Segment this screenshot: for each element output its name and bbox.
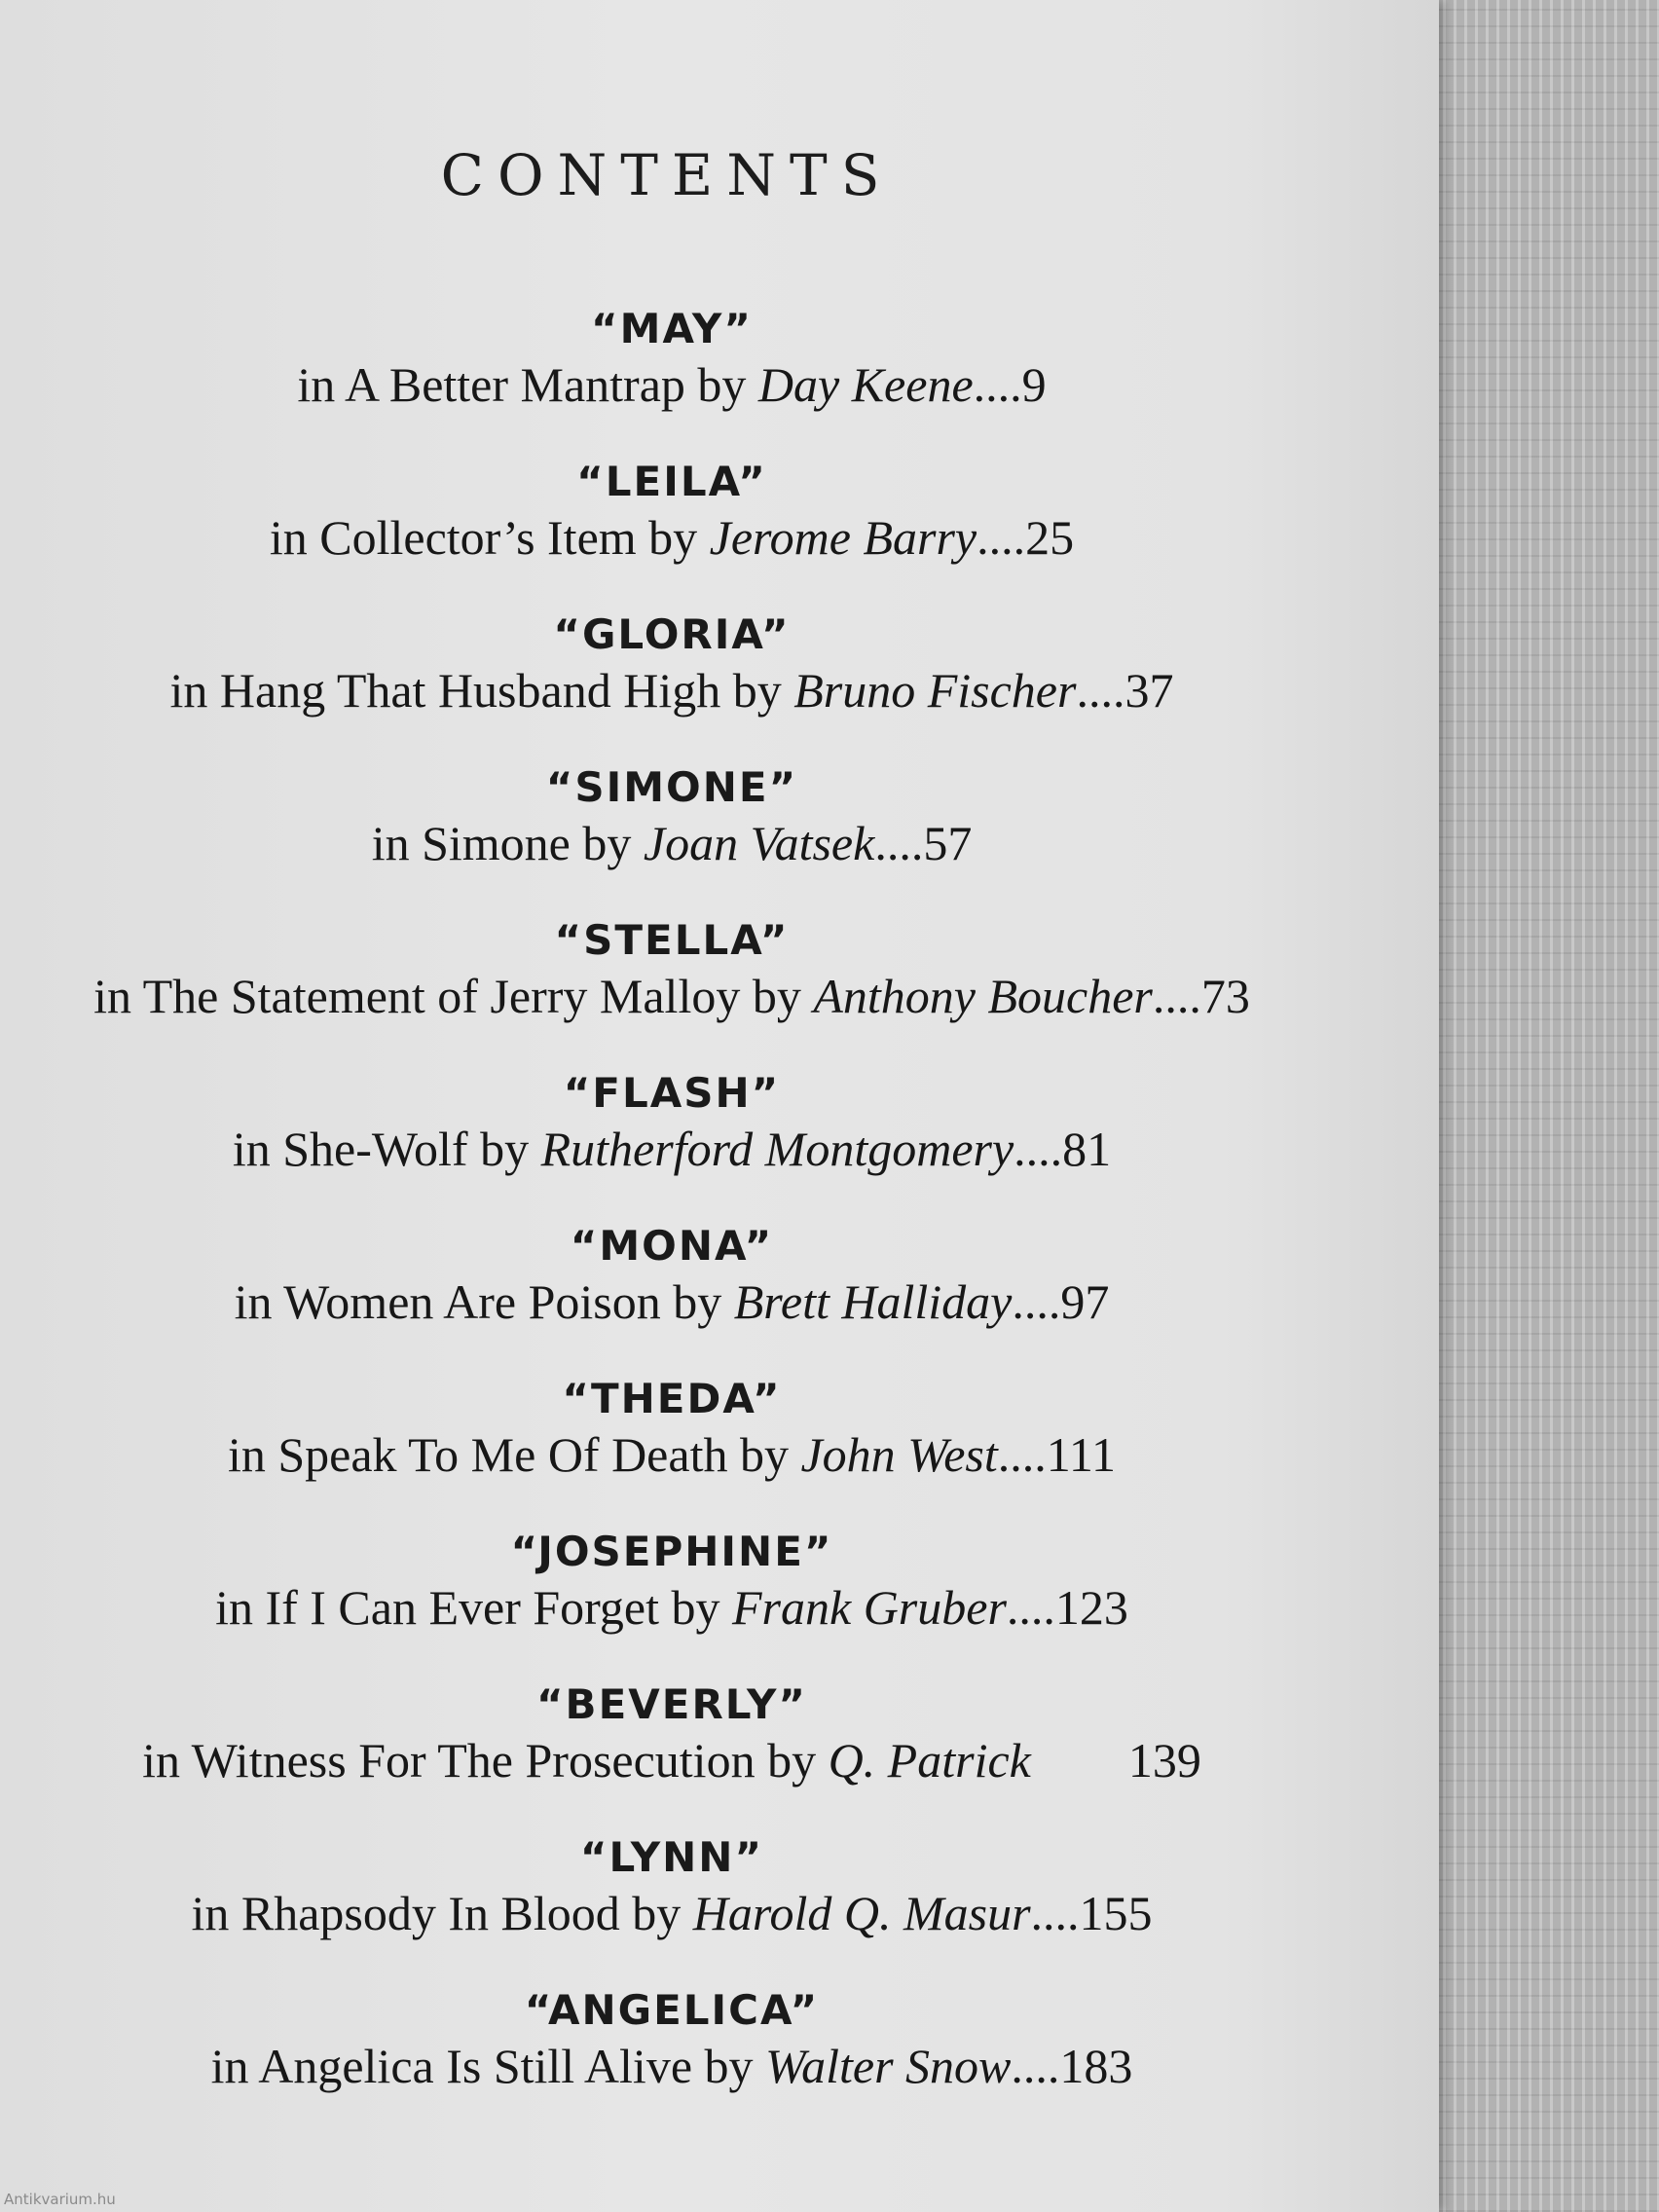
toc-entry (0, 1221, 1344, 1374)
page-number: 155 (1079, 1886, 1153, 1940)
page-number: 73 (1200, 969, 1250, 1023)
author-name: Anthony Boucher (813, 969, 1153, 1023)
heroine-name: “FLASH” (563, 1069, 781, 1117)
story-title: in She-Wolf by (232, 1122, 541, 1176)
story-title: in A Better Mantrap by (297, 357, 758, 412)
author-name: Day Keene (757, 357, 974, 412)
heroine-name: “GLORIA” (553, 610, 791, 658)
heroine-name: “ANGELICA” (524, 1986, 820, 2034)
leader-dots: .... (977, 510, 1026, 565)
leader-dots: .... (997, 1427, 1047, 1482)
toc-entry (0, 609, 1344, 762)
page-number: 37 (1124, 663, 1174, 718)
heroine-name: “JOSEPHINE” (510, 1528, 833, 1575)
toc-entry (0, 1527, 1344, 1679)
story-title: in Simone by (371, 816, 644, 870)
story-title: in If I Can Ever Forget by (215, 1580, 732, 1635)
author-name: Rutherford Montgomery (540, 1122, 1014, 1176)
heroine-name: “MONA” (570, 1222, 774, 1270)
author-name: Jerome Barry (709, 510, 977, 565)
story-line (0, 966, 1344, 1026)
page-title: CONTENTS (440, 142, 894, 208)
toc-entry (0, 457, 1344, 609)
heroine-name: “BEVERLY” (535, 1680, 808, 1728)
leader-dots: .... (1011, 2039, 1060, 2093)
toc-entry (0, 1679, 1344, 1832)
story-line (0, 813, 1344, 873)
story-line (0, 660, 1344, 720)
toc-entry (0, 304, 1344, 457)
page-number: 97 (1060, 1274, 1110, 1329)
leader-dots: .... (1012, 1274, 1061, 1329)
leader-dots: .... (1014, 1122, 1063, 1176)
heroine-name: “LEILA” (576, 458, 767, 505)
leader-dots: .... (874, 816, 924, 870)
story-line (0, 1577, 1344, 1638)
author-name: Harold Q. Masur (692, 1886, 1031, 1940)
story-line (0, 1272, 1344, 1332)
page-number: 81 (1062, 1122, 1112, 1176)
author-name: Joan Vatsek (643, 816, 875, 870)
toc-entry (0, 1374, 1344, 1527)
author-name: Walter Snow (765, 2039, 1012, 2093)
heroine-name: “LYNN” (579, 1833, 764, 1881)
author-name: Frank Gruber (732, 1580, 1007, 1635)
leader-dots: .... (973, 357, 1022, 412)
background-surface (1421, 0, 1659, 2212)
leader-dots: .... (1006, 1580, 1055, 1635)
leader-dots: .... (1030, 1886, 1080, 1940)
story-title: in Collector’s Item by (269, 510, 710, 565)
story-title: in Women Are Poison by (234, 1274, 734, 1329)
heroine-name: “SIMONE” (545, 763, 798, 811)
page-number: 57 (923, 816, 973, 870)
story-line (0, 1883, 1344, 1943)
story-title: in The Statement of Jerry Malloy by (93, 969, 814, 1023)
heroine-name: “STELLA” (554, 916, 790, 964)
author-name: John West (800, 1427, 998, 1482)
leader-dots (1031, 1733, 1128, 1788)
leader-dots: .... (1152, 969, 1201, 1023)
contents-list (0, 304, 1344, 2138)
story-title: in Hang That Husband High by (169, 663, 794, 718)
page-number: 123 (1054, 1580, 1128, 1635)
story-title: in Witness For The Prosecution by (142, 1733, 829, 1788)
heroine-name: “THEDA” (562, 1375, 782, 1422)
page-number: 9 (1021, 357, 1047, 412)
story-title: in Speak To Me Of Death by (227, 1427, 801, 1482)
story-line (0, 354, 1344, 415)
story-line (0, 1730, 1344, 1790)
story-line (0, 507, 1344, 568)
watermark: Antikvarium.hu (4, 2191, 116, 2208)
story-title: in Rhapsody In Blood by (191, 1886, 693, 1940)
toc-entry (0, 1832, 1344, 1985)
page-number: 183 (1059, 2039, 1133, 2093)
story-line (0, 2036, 1344, 2096)
author-name: Brett Halliday (733, 1274, 1013, 1329)
toc-entry (0, 762, 1344, 915)
toc-entry (0, 915, 1344, 1068)
page-number: 111 (1046, 1427, 1117, 1482)
heroine-name: “MAY” (591, 305, 753, 352)
story-line (0, 1119, 1344, 1179)
page-number: 139 (1127, 1733, 1201, 1788)
author-name: Q. Patrick (828, 1733, 1031, 1788)
page-number: 25 (1025, 510, 1075, 565)
toc-entry (0, 1068, 1344, 1221)
leader-dots: .... (1076, 663, 1125, 718)
author-name: Bruno Fischer (793, 663, 1077, 718)
toc-entry (0, 1985, 1344, 2138)
story-title: in Angelica Is Still Alive by (210, 2039, 766, 2093)
story-line (0, 1424, 1344, 1485)
